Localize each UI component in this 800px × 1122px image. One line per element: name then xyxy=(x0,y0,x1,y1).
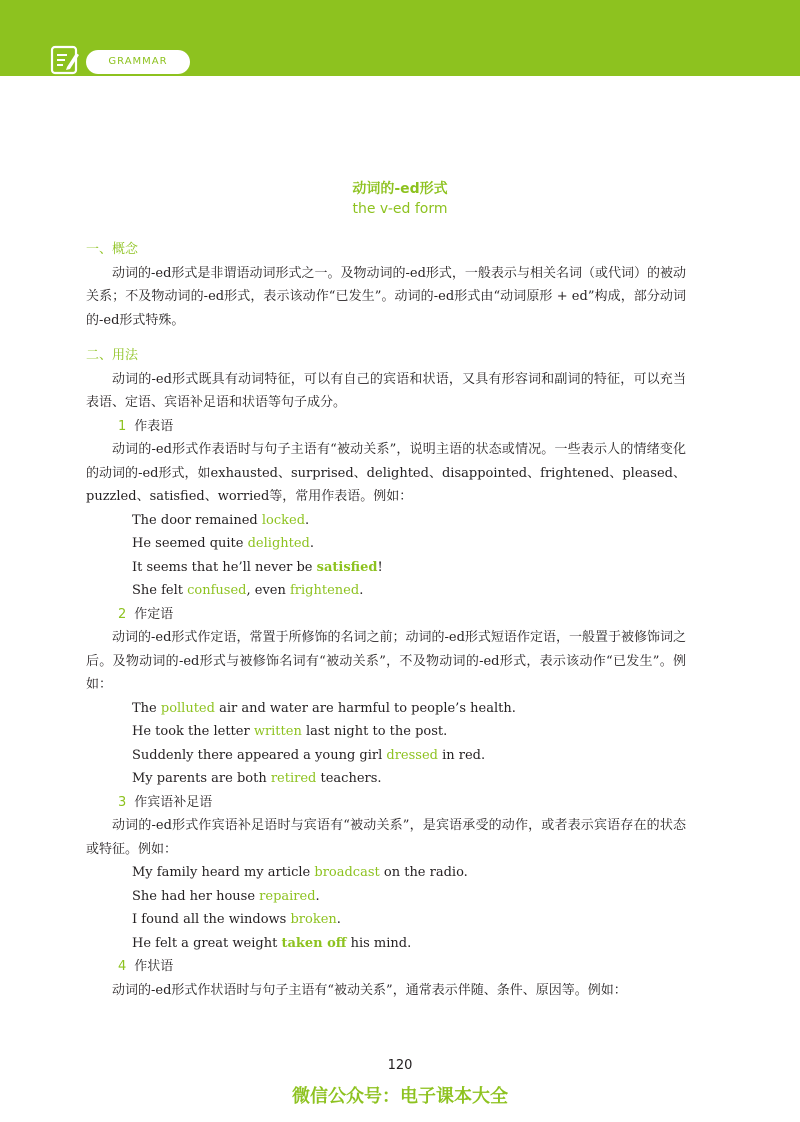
subheading-adverbial: 4 作状语 xyxy=(118,959,174,974)
predicative-paragraph: 动词的-ed形式作表语时与句子主语有“被动关系”，说明主语的状态或情况。一些表示人的情绪变化的动词的-ed形式，如exhausted、surprised、delighted、disappointed、frightened、pleased、puzzled、satisfied、worried等，常用作表语。例如： xyxy=(86,442,686,504)
example-sentence: My family heard my article broadcast on the radio. xyxy=(132,865,468,880)
main-content xyxy=(86,238,686,1002)
example-sentence: The polluted air and water are harmful to people’s health. xyxy=(132,700,516,716)
example-sentence: He took the letter written last night to the post. xyxy=(132,724,448,739)
example-sentence: She had her house repaired. xyxy=(132,888,320,904)
example-sentence: He seemed quite delighted. xyxy=(132,536,315,551)
usage-paragraph: 动词的-ed形式既具有动词特征，可以有自己的宾语和状语，又具有形容词和副词的特征，可以充当表语、定语、宾语补足语和状语等句子成分。 xyxy=(86,371,686,410)
section-label-pill: GRAMMAR xyxy=(86,50,190,74)
concept-paragraph: 动词的-ed形式是非谓语动词形式之一。及物动词的-ed形式，一般表示与相关名词（或代词）的被动关系；不及物动词的-ed形式，表示该动作“已发生”。动词的-ed形式由“动词原形 + ed”构成，部分动词的-ed形式特殊。 xyxy=(86,265,686,328)
subheading-object-complement: 3 作宾语补足语 xyxy=(118,794,213,810)
page-number: 120 xyxy=(387,1058,413,1073)
example-sentence: The door remained locked. xyxy=(132,512,310,528)
attributive-paragraph: 动词的-ed形式作定语，常置于所修饰的名词之前；动词的-ed形式短语作定语，一般置于被修饰词之后。及物动词的-ed形式与被修饰名词有“被动关系”，不及物动词的-ed形式，表示该动作“已发生”。例如： xyxy=(86,630,686,692)
subheading-predicative: 1 作表语 xyxy=(118,418,174,434)
notebook-pencil-icon xyxy=(50,45,80,75)
subheading-attributive: 2 作定语 xyxy=(118,606,174,622)
header-banner xyxy=(0,0,800,76)
page-subtitle: the v-ed form xyxy=(352,201,448,217)
example-sentence: Suddenly there appeared a young girl dressed in red. xyxy=(132,747,486,763)
example-sentence: He felt a great weight taken off his mind. xyxy=(132,935,412,951)
example-sentence: She felt confused, even frightened. xyxy=(132,583,364,598)
section-heading-concept: 一、概念 xyxy=(86,242,139,257)
adverbial-paragraph: 动词的-ed形式作状语时与句子主语有“被动关系”，通常表示伴随、条件、原因等。例如： xyxy=(112,982,627,998)
example-sentence: It seems that he’ll never be satisfied! xyxy=(132,559,383,575)
page-title: 动词的-ed形式 xyxy=(352,181,448,197)
footer-watermark: 微信公众号：电子课本大全 xyxy=(292,1086,508,1107)
object-complement-paragraph: 动词的-ed形式作宾语补足语时与宾语有“被动关系”，是宾语承受的动作，或者表示宾语存在的状态或特征。例如： xyxy=(86,818,686,857)
example-sentence: I found all the windows broken. xyxy=(132,912,341,927)
section-heading-usage: 二、用法 xyxy=(86,348,139,363)
example-sentence: My parents are both retired teachers. xyxy=(132,771,382,786)
